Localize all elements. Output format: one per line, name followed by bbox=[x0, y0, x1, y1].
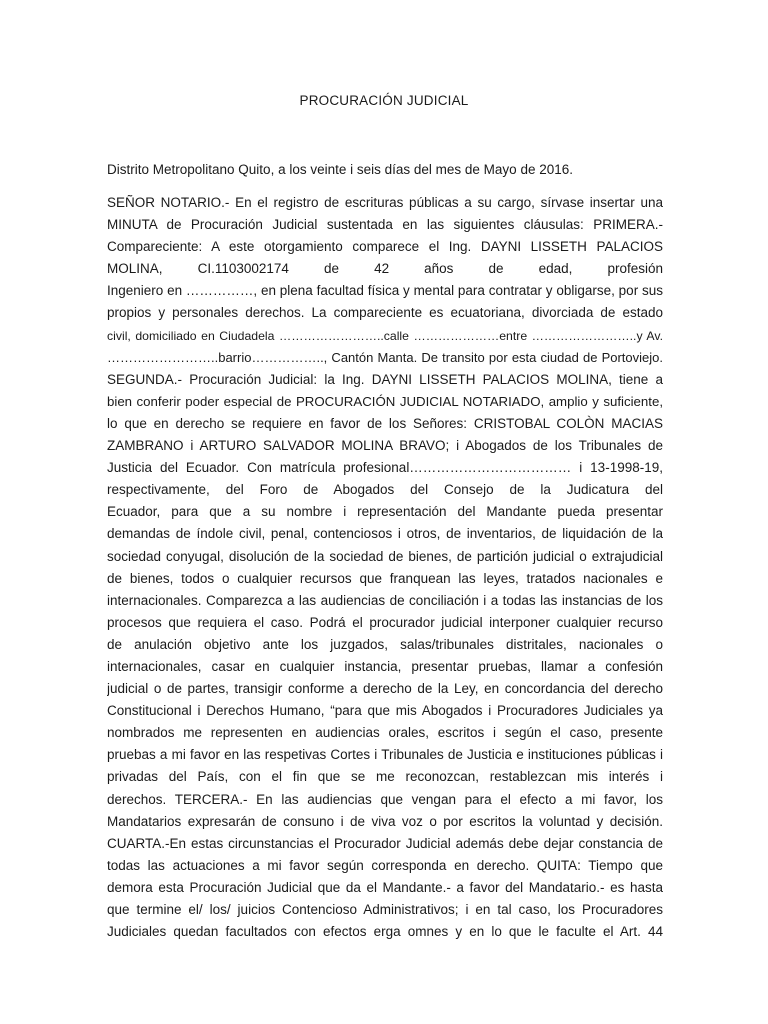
body-line: Mandatarios expresarán de consuno i de viva voz o por escritos la voluntad y decisión. bbox=[107, 813, 663, 829]
body-line: respectivamente, del Foro de Abogados del Consejo de la Judicatura del bbox=[107, 482, 663, 498]
body-line: MOLINA, CI.1103002174 de 42 años de edad, profesión bbox=[107, 261, 663, 277]
body-line: judicial o de partes, transigir conforme a derecho de la Ley, en concordancia del derecho bbox=[107, 681, 663, 697]
document-title: PROCURACIÓN JUDICIAL bbox=[299, 93, 469, 108]
body-line: todas las actuaciones a mi favor según corresponda en derecho. QUITA: Tiempo que bbox=[107, 857, 663, 873]
body-line: sociedad conyugal, disolución de la sociedad de bienes, de partición judicial o extrajudicial bbox=[107, 548, 663, 564]
body-line: Constitucional i Derechos Humano, “para que mis Abogados i Procuradores Judiciales ya bbox=[107, 703, 663, 719]
body-line: propios y personales derechos. La compareciente es ecuatoriana, divorciada de estado bbox=[107, 305, 663, 321]
body-line: Justicia del Ecuador. Con matrícula profesional……………………………… i 13-1998-19, bbox=[107, 460, 663, 476]
body-line: internacionales, casar en cualquier instancia, presentar pruebas, llamar a confesión bbox=[107, 658, 663, 674]
body-line: que termine el/ los/ juicios Contencioso Administrativos; i en tal caso, los Procuradores bbox=[107, 902, 663, 917]
body-line: pruebas a mi favor en las respetivas Cortes i Tribunales de Justicia e instituciones públicas i bbox=[107, 747, 663, 763]
body-line: SEGUNDA.- Procuración Judicial: la Ing. DAYNI LISSETH PALACIOS MOLINA, tiene a bbox=[107, 371, 663, 387]
body-line: de bienes, todos o cualquier recursos que franquean las leyes, tratados nacionales e bbox=[107, 570, 663, 586]
body-line: ……………………..barrio…………….., Cantón Manta. De transito por esta ciudad de Portoviejo. bbox=[107, 349, 663, 365]
date-line: Distrito Metropolitano Quito, a los veinte i seis días del mes de Mayo de 2016. bbox=[107, 162, 573, 177]
body-line: civil, domiciliado en Ciudadela ……………………..calle …………………entre ……………………..y Av. bbox=[107, 328, 663, 343]
body-line: derechos. TERCERA.- En las audiencias que vengan para el efecto a mi favor, los bbox=[107, 791, 663, 807]
body-line: privadas del País, con el fin que se me reconozcan, restablezcan mis interés i bbox=[107, 769, 663, 785]
body-line: Judiciales quedan facultados con efectos erga omnes y en lo que le faculte el Art. 44 bbox=[107, 924, 663, 940]
body-line: Ecuador, para que a su nombre i representación del Mandante pueda presentar bbox=[107, 504, 663, 520]
body-line: MINUTA de Procuración Judicial sustentada en las siguientes cláusulas: PRIMERA.- bbox=[107, 217, 663, 233]
body-line: CUARTA.-En estas circunstancias el Procurador Judicial además debe dejar constancia de bbox=[107, 835, 663, 851]
body-line: bien conferir poder especial de PROCURACIÓN JUDICIAL NOTARIADO, amplio y suficiente, bbox=[107, 393, 663, 409]
body-line: de anulación objetivo ante los juzgados, salas/tribunales distritales, nacionales o bbox=[107, 636, 663, 652]
body-line: Ingeniero en ……………, en plena facultad física y mental para contratar y obligarse, por sus bbox=[107, 283, 663, 299]
body-line: ZAMBRANO i ARTURO SALVADOR MOLINA BRAVO; i Abogados de los Tribunales de bbox=[107, 438, 663, 454]
body-line: procesos que requiera el caso. Podrá el procurador judicial interponer cualquier recurso bbox=[107, 614, 663, 630]
body-line: Compareciente: A este otorgamiento comparece el Ing. DAYNI LISSETH PALACIOS bbox=[107, 239, 663, 255]
body-line: SEÑOR NOTARIO.- En el registro de escrituras públicas a su cargo, sírvase insertar una bbox=[107, 195, 663, 210]
body-line: demandas de índole civil, penal, contenciosos i otros, de inventarios, de liquidación de la bbox=[107, 526, 663, 542]
document-body bbox=[107, 192, 663, 943]
body-line: lo que en derecho se requiere en favor de los Señores: CRISTOBAL COLÒN MACIAS bbox=[107, 415, 663, 431]
body-line: internacionales. Comparezca a las audiencias de conciliación i a todas las instancias de los bbox=[107, 592, 663, 608]
body-line: nombrados me representen en audiencias orales, escritos i según el caso, presente bbox=[107, 725, 663, 741]
body-line: demora esta Procuración Judicial que da el Mandante.- a favor del Mandatario.- es hasta bbox=[107, 879, 663, 895]
